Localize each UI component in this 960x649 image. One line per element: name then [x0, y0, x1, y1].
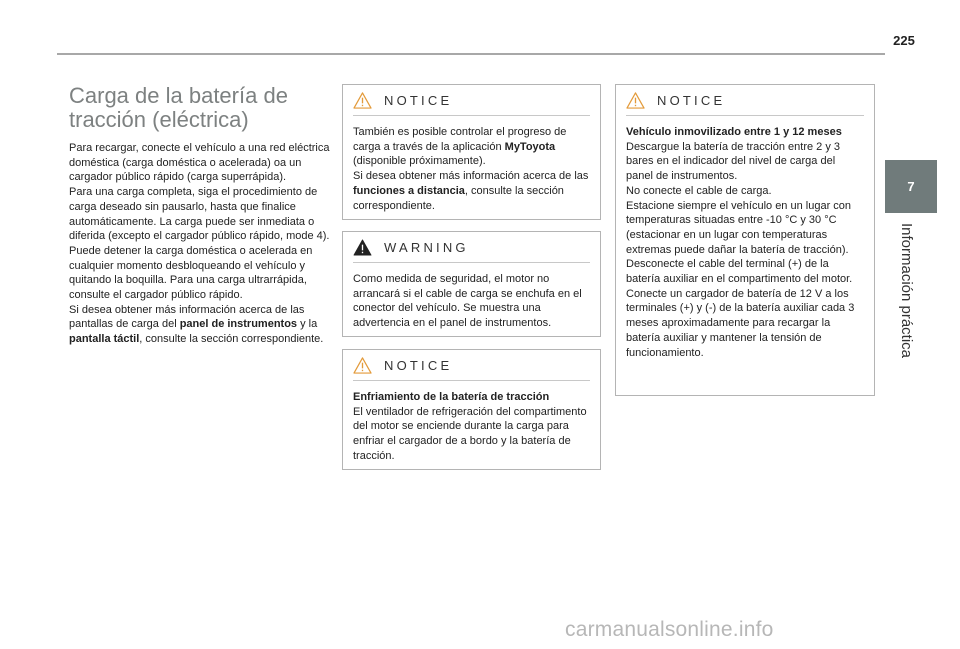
notice-header — [343, 85, 600, 115]
bold-text: panel de instrumentos — [179, 318, 298, 331]
notice-heading: NOTICE — [657, 92, 726, 108]
main-column — [69, 84, 334, 347]
warning-body — [343, 263, 600, 331]
notice-body — [616, 116, 874, 360]
notice-triangle-icon — [353, 357, 372, 374]
text: Si desea obtener más información acerca de las pantallas de carga del — [69, 303, 305, 331]
paragraph: El ventilador de refrigeración del compartimento del motor se enciende durante la carga para enfriar el cargador de a bordo y la batería de tracción. — [353, 405, 587, 462]
section-title-line1: Carga de la batería de — [69, 83, 288, 108]
watermark: carmanualsonline.info — [565, 618, 774, 641]
chapter-tab[interactable] — [885, 160, 937, 213]
text: , consulte la sección correspondiente. — [353, 184, 564, 212]
text: Si desea obtener más información acerca de las — [353, 170, 589, 183]
notice-box-cooling — [342, 349, 601, 470]
paragraph-title: Vehículo inmovilizado entre 1 y 12 meses — [626, 126, 842, 138]
text: También es posible controlar el progreso de carga a través de la aplicación — [353, 126, 567, 153]
section-title-line2: tracción (eléctrica) — [69, 107, 249, 132]
paragraph: Conecte un cargador de batería de 12 V a los terminales (+) y (-) de la batería auxiliar cada 3 meses aproximadamente para recargar la batería auxiliar y mantener la tensión de funcionamiento. — [626, 287, 855, 359]
bold-text: funciones a distancia — [353, 184, 465, 197]
warning-triangle-icon — [353, 239, 372, 256]
notice-heading: NOTICE — [384, 357, 453, 373]
notice-heading: NOTICE — [384, 92, 453, 108]
section-title — [69, 84, 334, 132]
paragraph — [353, 125, 590, 169]
warning-heading: WARNING — [384, 239, 469, 255]
chapter-title: Información práctica — [898, 222, 916, 358]
chapter-number: 7 — [907, 179, 915, 194]
notice-header — [616, 85, 874, 115]
warning-header — [343, 232, 600, 262]
paragraph: Desconecte el cable del terminal (+) de la batería auxiliar en el compartimento del motor. — [626, 258, 853, 286]
text: , consulte la sección correspondiente. — [139, 333, 324, 346]
page-number: 225 — [893, 33, 915, 48]
paragraph: No conecte el cable de carga. — [626, 184, 772, 197]
paragraph: Para una carga completa, siga el procedimiento de carga deseado sin pausarlo, hasta que finalice automáticamente. La carga puede ser inmediata o diferida (excepto el cargador público rápido, mode 4). — [69, 186, 330, 243]
notice-body — [343, 381, 600, 464]
paragraph: Como medida de seguridad, el motor no arrancará si el cable de carga se enchufa en el conector del vehículo. Se muestra una advertencia en el panel de instrumentos. — [353, 273, 582, 330]
paragraph — [353, 169, 590, 213]
notice-triangle-icon — [626, 92, 645, 109]
warning-box — [342, 231, 601, 337]
notice-box-remote — [342, 84, 601, 220]
paragraph: Para recargar, conecte el vehículo a una red eléctrica doméstica (carga doméstica o acelerada) oa un cargador público rápido (carga superrápida). — [69, 142, 330, 184]
paragraph: Puede detener la carga doméstica o acelerada en cualquier momento desbloqueando el vehículo y quitando la boquilla. Para una carga ultrarrápida, consulte el cargador público rápido. — [69, 244, 313, 302]
paragraph: Descargue la batería de tracción entre 2 y 3 bares en el indicador del nivel de carga del panel de instrumentos. — [626, 140, 841, 183]
text: (disponible próximamente). — [353, 155, 486, 168]
chapter-title-vertical — [892, 215, 922, 365]
paragraph: Estacione siempre el vehículo en un lugar con temperaturas situadas entre -10 °C y 30 °C (estacionar en un lugar con temperaturas extremas puede dañar la batería de tracción). — [626, 199, 852, 256]
notice-header — [343, 350, 600, 380]
header-divider — [57, 53, 885, 55]
notice-triangle-icon — [353, 92, 372, 109]
main-body — [69, 141, 334, 347]
paragraph-title: Enfriamiento de la batería de tracción — [353, 391, 550, 403]
paragraph — [69, 303, 334, 347]
notice-body — [343, 116, 600, 213]
text: y la — [297, 318, 318, 331]
notice-box-immobilized — [615, 84, 875, 396]
bold-text: MyToyota — [504, 140, 556, 153]
bold-text: pantalla táctil — [69, 333, 140, 346]
